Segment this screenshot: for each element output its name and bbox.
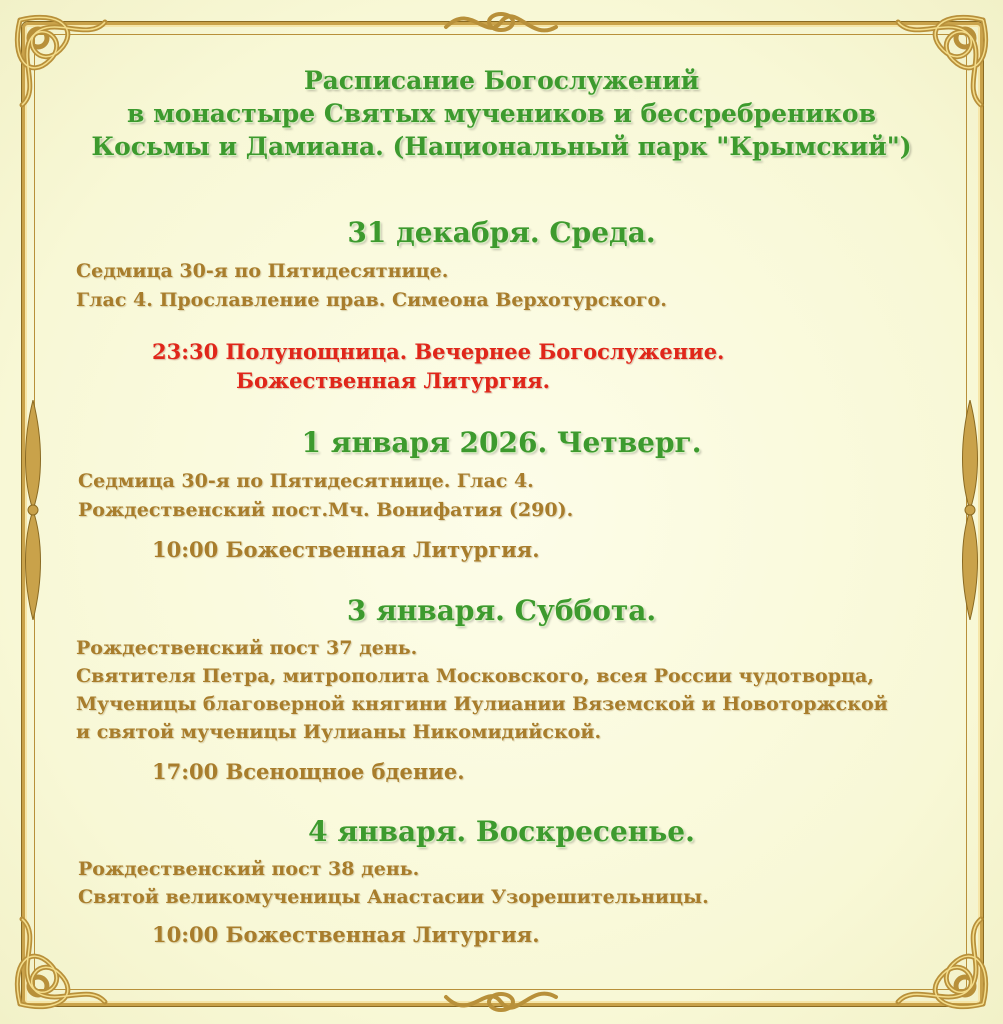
day-note: Глас 4. Прославление прав. Симеона Верхотурского. <box>76 289 667 311</box>
day-note: Рождественский пост.Мч. Вонифатия (290). <box>78 499 574 521</box>
service-time: 10:00 Божественная Литургия. <box>152 922 540 947</box>
service-time: Божественная Литургия. <box>236 368 550 393</box>
service-time: 17:00 Всенощное бдение. <box>152 759 465 784</box>
day-note: Седмица 30-я по Пятидесятнице. <box>76 260 449 282</box>
service-time: 10:00 Божественная Литургия. <box>152 537 540 562</box>
title-line-3: Косьмы и Дамиана. (Национальный парк "Крымский") <box>91 132 912 161</box>
day-note: Рождественский пост 38 день. <box>78 858 420 880</box>
title-line-2: в монастыре Святых мучеников и бессребреников <box>127 99 876 128</box>
day-heading: 4 января. Воскресенье. <box>308 815 695 848</box>
day-note: Седмица 30-я по Пятидесятнице. Глас 4. <box>78 470 534 492</box>
day-note: и святой мученицы Иулианы Никомидийской. <box>76 721 602 743</box>
day-note: Святой великомученицы Анастасии Узорешительницы. <box>78 886 709 908</box>
service-time: 23:30 Полунощница. Вечернее Богослужение. <box>152 339 725 364</box>
day-heading: 1 января 2026. Четверг. <box>301 426 702 459</box>
day-note: Святителя Петра, митрополита Московского, всея России чудотворца, <box>76 665 874 687</box>
day-note: Рождественский пост 37 день. <box>76 637 418 659</box>
title-line-1: Расписание Богослужений <box>303 66 700 95</box>
day-heading: 31 декабря. Среда. <box>347 216 656 249</box>
day-heading: 3 января. Суббота. <box>346 594 657 627</box>
day-note: Мученицы благоверной княгини Иулиании Вяземской и Новоторжской <box>76 693 888 715</box>
